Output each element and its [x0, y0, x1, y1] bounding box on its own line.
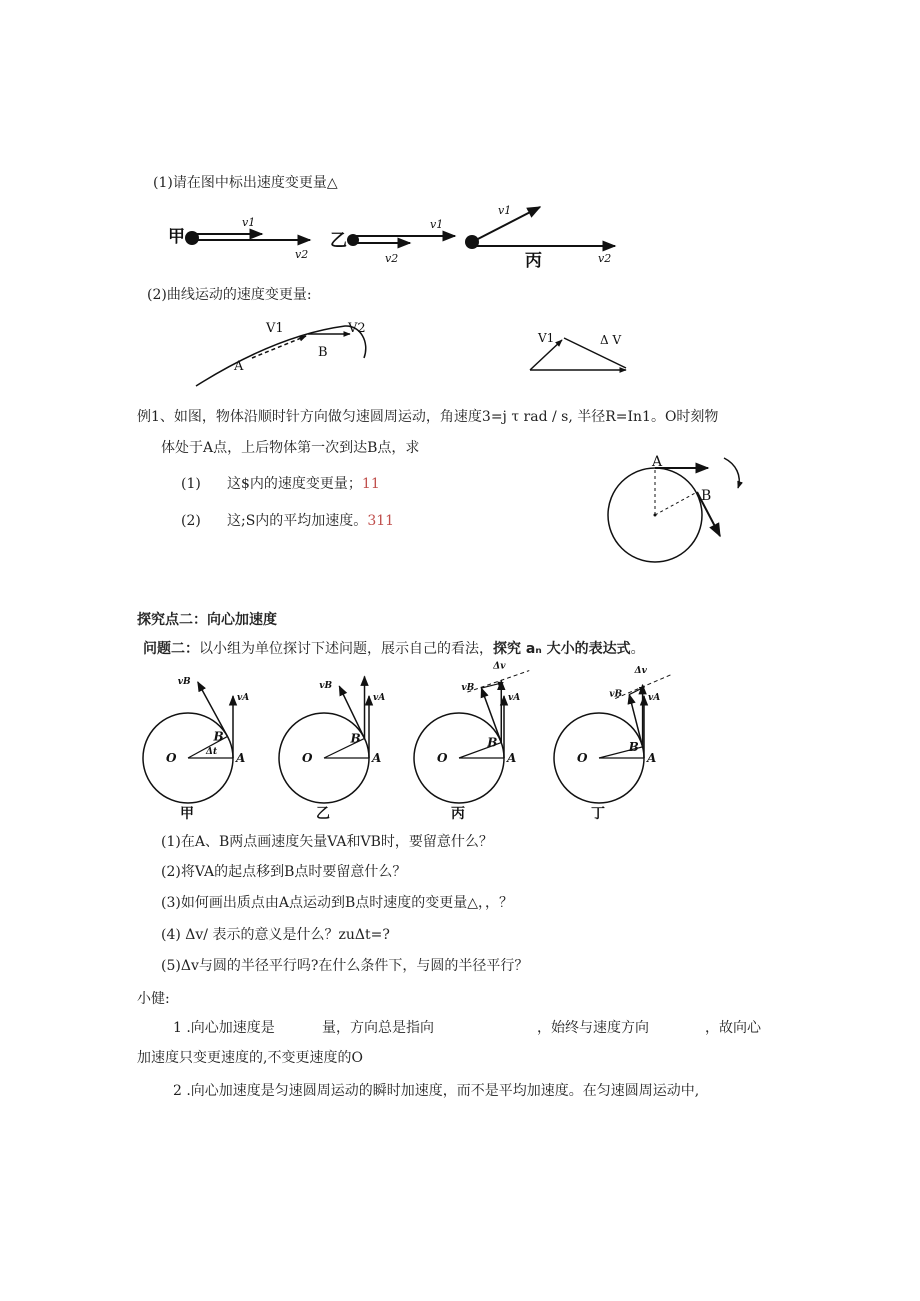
ex1-radius-b: [655, 492, 697, 515]
example1-line1: 例1、如图，物体沿顺时针方向做匀速圆周运动，角速度3=j τ rad / s, 半径R=In1。O时刻物: [137, 409, 719, 425]
summary-title: 小健:: [137, 991, 170, 1007]
label-a-1: A: [372, 751, 382, 765]
question-4: (4) Δv/ 表示的意义是什么？zuΔt=?: [161, 927, 390, 943]
vb-arrow-0: [198, 682, 228, 736]
label-bing: 丙: [525, 251, 542, 271]
problem2-prefix: 问题二：: [143, 641, 199, 657]
question-2: (2)将VA的起点移到B点时要留意什么？: [161, 864, 407, 880]
circle-label-3: 丁: [591, 806, 605, 822]
label-o-1: O: [302, 751, 313, 765]
example1-q2-number: (2): [181, 513, 201, 529]
label-dv-3: Δv: [634, 665, 647, 676]
ex1-label-b: B: [701, 488, 712, 504]
summary1-part-a: 1 .向心加速度是: [173, 1020, 275, 1036]
label-vb-3: vB: [609, 689, 623, 700]
example1-q1-text: 这$内的速度变更量；: [227, 476, 362, 492]
dv-dashed-2: [467, 671, 529, 693]
section2-title: 探究点二：向心加速度: [137, 612, 277, 628]
example1-line2: 体处于A点，上后物体第一次到达B点，求: [161, 440, 420, 456]
tri-label-dv: Δ V: [600, 333, 622, 347]
label-va-0: vA: [237, 693, 250, 703]
label-dv-2: Δv: [493, 661, 506, 672]
label-yi-v2: v2: [385, 252, 399, 265]
label-va-1: vA: [373, 693, 386, 703]
summary1-part-b: 量，方向总是指向: [322, 1020, 434, 1036]
example1-q1-answer: 11: [361, 476, 380, 492]
label-b-0: B: [213, 729, 224, 744]
tri-label-v1: V1: [538, 331, 555, 345]
example1-q1-number: (1): [181, 476, 201, 492]
arrow-a-v1: [252, 336, 306, 358]
vb-arrow-2: [481, 688, 501, 742]
example1-q1: [227, 475, 380, 493]
label-b: B: [318, 345, 328, 360]
label-a-2: A: [507, 751, 517, 765]
question-5: (5)Δv与圆的半径平行吗?在什么条件下，与圆的半径平行？: [161, 958, 529, 974]
s1-question-1: (1)请在图中标出速度变更量△: [153, 175, 338, 191]
label-yi-v1: v1: [430, 218, 444, 231]
problem2-end: 。: [630, 641, 645, 657]
label-dt-0: Δt: [206, 747, 218, 757]
label-vb-2: vB: [461, 683, 475, 694]
problem2-emphasis: 探究 aₙ 大小的表达式: [493, 641, 631, 657]
label-bing-v2: v2: [598, 252, 612, 265]
label-b-2: B: [487, 735, 498, 750]
label-v2: V2: [348, 321, 366, 336]
problem2-text: 以小组为单位探讨下述问题，展示自己的看法，: [199, 641, 493, 657]
label-jia-v2: v2: [295, 248, 309, 261]
label-vb-1: vB: [319, 681, 333, 692]
label-va-3: vA: [648, 693, 661, 703]
four-circles-figure: [140, 661, 670, 826]
question-3: (3)如何画出质点由A点运动到B点时速度的变更量△，，？: [161, 895, 513, 911]
circle-label-1: 乙: [316, 806, 330, 822]
circle-label-0: 甲: [180, 806, 194, 822]
ex1-rotation-arrow: [724, 458, 739, 488]
circle-label-2: 丙: [451, 806, 465, 822]
example1-circle-figure: [596, 452, 756, 570]
label-va-2: vA: [508, 693, 521, 703]
question-1: (1)在A、B两点画速度矢量VA和VB时，要留意什么？: [161, 834, 493, 850]
label-yi: 乙: [330, 231, 347, 251]
curve-velocity-figure: [190, 312, 650, 392]
s1-question-2: (2)曲线运动的速度变更量:: [147, 287, 312, 303]
example1-q2-text: 这;S内的平均加速度。: [227, 513, 368, 529]
summary2: 2 .向心加速度是匀速圆周运动的瞬时加速度，而不是平均加速度。在匀速圆周运动中,: [173, 1083, 700, 1099]
summary1-line2: 加速度只变更速度的,不变更速度的O: [137, 1050, 363, 1066]
label-jia-v1: v1: [242, 216, 256, 229]
problem2: [143, 640, 645, 658]
label-a-0: A: [236, 751, 246, 765]
label-vb-0: vB: [177, 677, 191, 688]
ex1-label-a: A: [652, 454, 663, 470]
label-o-2: O: [437, 751, 448, 765]
example1-q2: [227, 512, 394, 530]
example1-q2-answer: 311: [367, 513, 395, 529]
velocity-change-figure-1: [160, 198, 630, 271]
label-v1: V1: [266, 321, 284, 336]
summary1-part-d: ，故向心: [705, 1020, 761, 1036]
label-a: A: [234, 359, 244, 374]
label-o-0: O: [166, 751, 177, 765]
label-a-3: A: [647, 751, 657, 765]
label-jia: 甲: [168, 227, 185, 247]
label-bing-v1: v1: [498, 204, 512, 217]
summary1-part-c: ，始终与速度方向: [537, 1020, 649, 1036]
label-o-3: O: [577, 751, 588, 765]
dv-arrow-2: [481, 683, 503, 689]
label-b-3: B: [628, 739, 639, 754]
label-b-1: B: [350, 731, 361, 746]
